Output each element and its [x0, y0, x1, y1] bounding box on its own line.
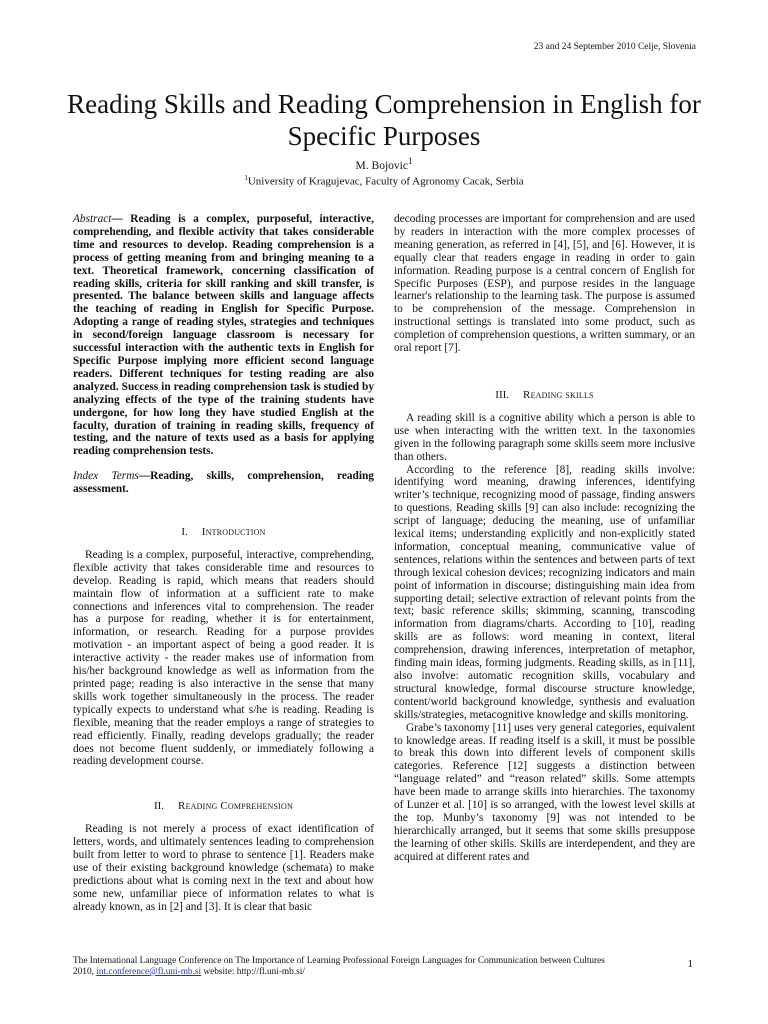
author — [40, 156, 728, 172]
abstract-dash: — — [111, 213, 131, 225]
section-heading-reading-comprehension — [73, 800, 374, 813]
paragraph: According to the reference [8], reading skills involve: identifying word meaning, drawing inferences, identifying writer’s technique, recognizing mood of passage, finding answers to questions. Reading skills [9] can also include: recognizing the script of language; deducing the meaning, use of unfamiliar lexical items; understanding explicitly and non-explicitly stated information, conceptual meaning, communicative value of sentences, relations within the sentences and between parts of text through lexical cohesion devices; recognizing indicators and main point of information in discourse; distinguishing main idea from supporting detail; selective extraction of relevant points from the text; basic reference skills; skimming, scanning, transcoding information from diagrams/charts. According to [10], reading skills are as follows: word meaning in context, literal comprehension, drawing inferences, interpretation of metaphor, finding main ideas, forming judgments. Reading skills, as in [11], also involve: automatic recognition skills, vocabulary and structural knowledge, formal discourse structure knowledge, content/world background knowledge, synthesis and evaluation skills/strategies, metacognitive knowledge and skills monitoring. — [394, 463, 695, 721]
paragraph: A reading skill is a cognitive ability which a person is able to use when interacting with the written text. In the taxonomies given in the following paragraph some skills seem more inclusive than others. — [394, 411, 695, 463]
section-title: Introduction — [201, 526, 266, 539]
footer-contact-line — [73, 967, 633, 978]
paragraph: Grabe’s taxonomy [11] uses very general categories, equivalent to knowledge areas. If reading itself is a skill, it must be possible to break this down into different levels of component skills categories. Reference [12] suggests a distinction between “language related” and “reason related” skills. Some attempts have been made to arrange skills into hierarchies. The taxonomy of Lunzer et al. [10] is so arranged, with the lowest level skills at the top. Munby’s taxonomy [9] was not intended to be hierarchically arranged, but it seems that some skills presuppose the learning of other skills. Skills are interdependent, and they are acquired at different rates and — [394, 721, 695, 863]
section-heading-reading-skills — [394, 389, 695, 402]
index-terms — [73, 470, 374, 496]
title-block — [40, 88, 728, 187]
paragraph-continuation: decoding processes are important for comprehension and are used by readers in interaction with the more complex processes of meaning generation, as referred in [4], [5], and [6]. However, it is equally clear that readers engage in reading in order to gain information. Reading purpose is a central concern of English for Specific Purposes (ESP), and purpose resides in the language learner's relationship to the learning task. The purpose is assumed to be comprehension of the message. Comprehension in instructional settings is translated into some product, such as completion of comprehension questions, a written summary, or an oral report [7]. — [394, 213, 695, 355]
page-number: 1 — [687, 958, 693, 970]
paragraph: Reading is not merely a process of exact identification of letters, words, and ultimately sentences leading to comprehension built from letter to word to phrase to sentence [1]. Readers make use of their existing background knowledge (schemata) to make predictions about what is coming next in the text and about how some new, unfamiliar piece of information relates to what is already known, as in [2] and [3]. It is clear that basic — [73, 823, 374, 913]
section-number: I. — [181, 526, 188, 539]
index-terms-text: —Reading, skills, comprehension, reading assessment. — [73, 470, 374, 496]
header-date: 23 and 24 September 2010 Celje, Slovenia — [533, 42, 696, 52]
footer — [73, 956, 633, 978]
section-heading-introduction — [73, 526, 374, 539]
section-title: Reading skills — [523, 388, 594, 401]
footer-conference-line: The International Language Conference on The Importance of Learning Professional Foreign Languages for Communication between Cultures — [73, 956, 605, 966]
index-terms-label: Index Terms — [73, 470, 139, 483]
footer-email-link[interactable]: int.conference@fl.uni-mb.si — [96, 967, 202, 977]
paper-title: Reading Skills and Reading Comprehension in English for Specific Purposes — [67, 89, 701, 151]
left-column — [73, 213, 374, 914]
section-title: Reading Comprehension — [178, 800, 294, 813]
author-name: M. Bojovic — [355, 159, 408, 172]
paragraph: Reading is a complex, purposeful, interactive, comprehending, flexible activity that takes considerable time and resources to develop. Reading is rapid, which means that readers should maintain flow of information at a sufficient rate to make connections and inferences vital to comprehension. The reader has a purpose for reading, whether it is for entertainment, information, or research. Reading for a purpose provides motivation - an important aspect of being a good reader. It is interactive activity - the reader makes use of information from his/her background knowledge as well as information from the printed page; reading is also interactive in the sense that many skills work together simultaneously in the process. The reader typically expects to understand what s/he is reading. Reading is flexible, meaning that the reader employs a range of strategies to read efficiently. Finally, reading develops gradually; the reader does not become fluent suddenly, or immediately following a reading development course. — [73, 548, 374, 768]
footer-year: 2010, — [73, 967, 97, 977]
section-number: II. — [153, 800, 165, 813]
affiliation — [40, 174, 728, 188]
abstract-label: Abstract — [73, 213, 112, 225]
affiliation-mark: 1 — [244, 173, 248, 182]
abstract-text: Reading is a complex, purposeful, interactive, comprehending, and flexible activity that takes considerable time and resources to develop. Reading comprehension is a process of getting meaning from and bringing meaning to a text. Theoretical framework, concerning classification of reading skills, criteria for skill ranking and skill transfer, is presented. The balance between skills and language affects the teaching of reading in English for Specific Purpose. Adopting a range of reading styles, strategies and techniques in second/foreign language classroom is necessary for successful interaction with the authentic texts in English for Specific Purpose implying more efficient second language readers. Different techniques for testing reading are also analyzed. Success in reading comprehension task is studied by analyzing effects of the type of the training students have undergone, for how long they have studied English at the faculty, duration of training in reading skills, frequency of testing, and the nature of texts used as a basis for applying reading comprehension tests. — [73, 213, 374, 458]
author-affiliation-mark: 1 — [407, 156, 413, 166]
footer-website: website: http://fl.uni-mb.si/ — [201, 967, 305, 977]
right-column — [394, 213, 695, 864]
section-number: III. — [495, 388, 510, 401]
abstract — [73, 213, 374, 458]
affiliation-text: University of Kragujevac, Faculty of Agronomy Cacak, Serbia — [247, 175, 524, 188]
